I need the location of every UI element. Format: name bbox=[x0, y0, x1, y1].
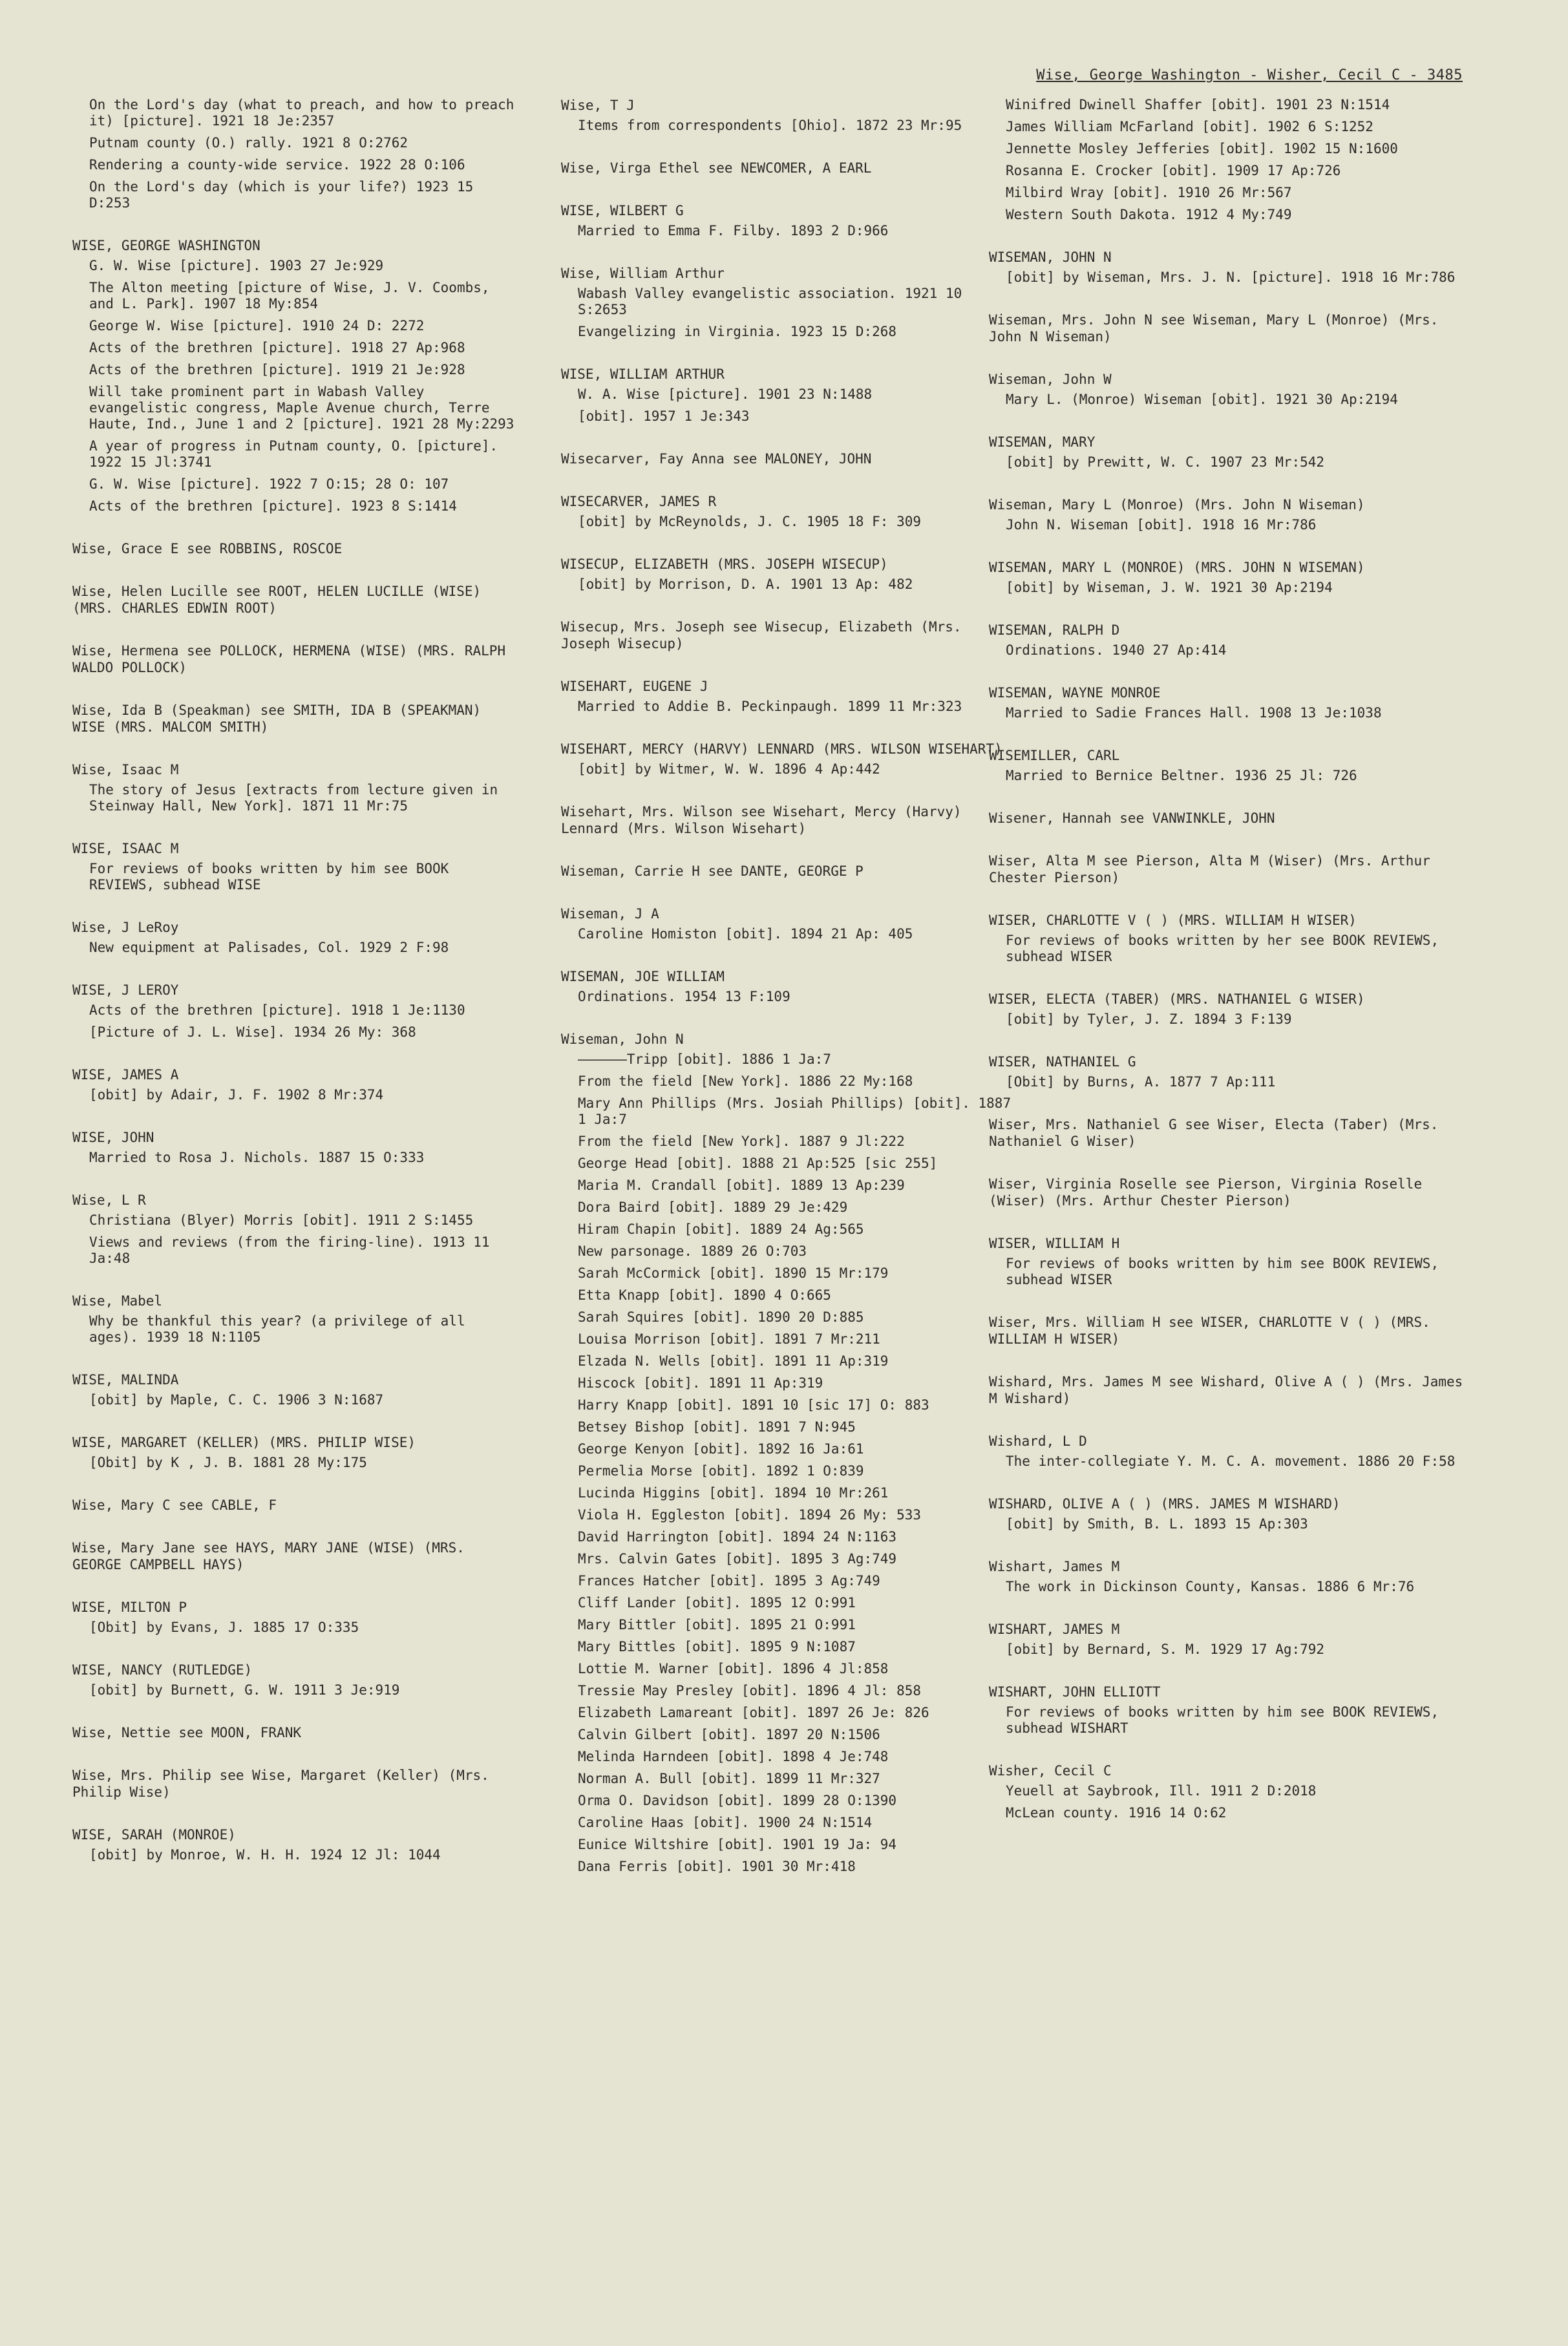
entry-heading: WISECUP, ELIZABETH (MRS. JOSEPH WISECUP) bbox=[561, 556, 888, 572]
citation-item: Melinda Harndeen [obit]. 1898 4 Je:748 bbox=[578, 1749, 889, 1764]
index-entry bbox=[72, 1192, 518, 1267]
citation-item: Evangelizing in Virginia. 1923 15 D:268 bbox=[578, 324, 897, 339]
citation-item: Married to Rosa J. Nichols. 1887 15 O:333 bbox=[89, 1150, 425, 1165]
citation-item: [obit] by Smith, B. L. 1893 15 Ap:303 bbox=[1006, 1516, 1308, 1532]
entry-heading: WISEHART, MERCY (HARVY) LENNARD (MRS. WILSON WISEHART) bbox=[561, 741, 1002, 757]
citation-item: Betsey Bishop [obit]. 1891 7 N:945 bbox=[578, 1419, 856, 1435]
entry-heading: WISEMAN, MARY L (MONROE) (MRS. JOHN N WISEMAN) bbox=[989, 560, 1365, 575]
entry-heading: Wisecup, Mrs. Joseph see Wisecup, Elizabeth (Mrs. Joseph Wisecup) bbox=[561, 619, 962, 651]
index-entry bbox=[72, 1724, 518, 1741]
citation-item: Mary Bittler [obit]. 1895 21 O:991 bbox=[578, 1617, 856, 1633]
entry-heading: WISHART, JAMES M bbox=[989, 1622, 1120, 1637]
citation-item: Lottie M. Warner [obit]. 1896 4 Jl:858 bbox=[578, 1661, 889, 1676]
entry-heading: Wise, Mabel bbox=[72, 1293, 163, 1309]
citation-item: Dana Ferris [obit]. 1901 30 Mr:418 bbox=[578, 1859, 856, 1874]
index-entry bbox=[561, 618, 1013, 652]
index-entry bbox=[72, 540, 518, 557]
index-entry bbox=[989, 1235, 1467, 1288]
citation-item: [Obit] by Evans, J. 1885 17 O:335 bbox=[89, 1620, 359, 1635]
citation-item: Calvin Gilbert [obit]. 1897 20 N:1506 bbox=[578, 1727, 880, 1742]
citation-item: Norman A. Bull [obit]. 1899 11 Mr:327 bbox=[578, 1771, 880, 1786]
entry-heading: WISE, MILTON P bbox=[72, 1600, 187, 1615]
index-entry bbox=[989, 622, 1467, 659]
citation-item: Hiscock [obit]. 1891 11 Ap:319 bbox=[578, 1375, 823, 1391]
index-entry bbox=[561, 678, 1013, 715]
citation-item: George W. Wise [picture]. 1910 24 D: 2272 bbox=[89, 318, 425, 333]
index-entry bbox=[989, 747, 1467, 784]
index-entry bbox=[989, 1558, 1467, 1595]
citation-item: [Obit] by Burns, A. 1877 7 Ap:111 bbox=[1006, 1074, 1276, 1090]
citation-item: Items from correspondents [Ohio]. 1872 23 Mr:95 bbox=[578, 118, 962, 133]
entry-heading: WISER, WILLIAM H bbox=[989, 1236, 1120, 1251]
entry-heading: Wiser, Alta M see Pierson, Alta M (Wiser) (Mrs. Arthur Chester Pierson) bbox=[989, 853, 1430, 885]
citation-item: Married to Emma F. Filby. 1893 2 D:966 bbox=[578, 223, 889, 238]
citation-item: James William McFarland [obit]. 1902 6 S:1252 bbox=[1006, 119, 1373, 134]
citation-item: Winifred Dwinell Shaffer [obit]. 1901 23 N:1514 bbox=[1006, 97, 1390, 112]
citation-item: Etta Knapp [obit]. 1890 4 O:665 bbox=[578, 1287, 831, 1303]
citation-item: Louisa Morrison [obit]. 1891 7 Mr:211 bbox=[578, 1331, 880, 1347]
citation-item: For reviews of books written by him see BOOK REVIEWS, subhead WISHART bbox=[1006, 1704, 1439, 1736]
index-entry bbox=[72, 1371, 518, 1408]
entry-heading: Wise, L R bbox=[72, 1192, 146, 1208]
citation-item: Frances Hatcher [obit]. 1895 3 Ag:749 bbox=[578, 1573, 880, 1589]
index-entry bbox=[72, 1497, 518, 1514]
citation-item: The inter-collegiate Y. M. C. A. movement. 1886 20 F:58 bbox=[1006, 1453, 1456, 1469]
index-entry bbox=[989, 684, 1467, 721]
citation-item: Will take prominent part in Wabash Valley evangelistic congress, Maple Avenue church, Terre Haute, Ind., June 1 and 2 [picture]. 1921 28 My:2293 bbox=[89, 384, 514, 432]
entry-heading: Wiseman, Mary L (Monroe) (Mrs. John N Wiseman) bbox=[989, 497, 1365, 513]
entry-heading: WISHART, JOHN ELLIOTT bbox=[989, 1684, 1161, 1700]
entry-heading: WISE, JOHN bbox=[72, 1130, 154, 1145]
entry-heading: Wise, J LeRoy bbox=[72, 920, 179, 935]
citation-item: Eunice Wiltshire [obit]. 1901 19 Ja: 94 bbox=[578, 1837, 897, 1852]
citation-item: George Kenyon [obit]. 1892 16 Ja:61 bbox=[578, 1441, 864, 1457]
citation-item: Mrs. Calvin Gates [obit]. 1895 3 Ag:749 bbox=[578, 1551, 897, 1567]
entry-heading: Wiser, Mrs. William H see WISER, CHARLOTTE V ( ) (MRS. WILLIAM H WISER) bbox=[989, 1315, 1430, 1347]
citation-item: G. W. Wise [picture]. 1903 27 Je:929 bbox=[89, 258, 384, 273]
entry-heading: WISE, J LEROY bbox=[72, 982, 179, 998]
entry-heading: WISEMAN, MARY bbox=[989, 434, 1096, 450]
citation-item: [obit] by Prewitt, W. C. 1907 23 Mr:542 bbox=[1006, 454, 1325, 470]
index-entry bbox=[72, 1767, 518, 1801]
index-entry bbox=[561, 97, 1013, 134]
citation-item: [obit] by Wiseman, Mrs. J. N. [picture]. 1918 16 Mr:786 bbox=[1006, 269, 1456, 285]
index-entry bbox=[561, 905, 1013, 942]
citation-item: Acts of the brethren [picture]. 1918 1 Je:1130 bbox=[89, 1002, 465, 1018]
index-entry bbox=[989, 852, 1467, 886]
citation-item: [obit] by Morrison, D. A. 1901 13 Ap: 482 bbox=[578, 576, 913, 592]
index-entry bbox=[72, 982, 518, 1041]
index-entry bbox=[561, 202, 1013, 239]
citation-item: Christiana (Blyer) Morris [obit]. 1911 2 S:1455 bbox=[89, 1212, 474, 1228]
entry-heading: Wisecarver, Fay Anna see MALONEY, JOHN bbox=[561, 451, 872, 467]
entry-heading: WISEMILLER, CARL bbox=[989, 748, 1120, 763]
entry-heading: WISE, MALINDA bbox=[72, 1372, 179, 1388]
entry-heading: Wise, Hermena see POLLOCK, HERMENA (WISE) (MRS. RALPH WALDO POLLOCK) bbox=[72, 643, 506, 675]
entry-heading: Wise, William Arthur bbox=[561, 266, 725, 281]
entry-heading: Wise, T J bbox=[561, 98, 635, 113]
citation-item: For reviews of books written by him see BOOK REVIEWS, subhead WISER bbox=[1006, 1256, 1439, 1287]
entry-heading: Wiseman, J A bbox=[561, 906, 659, 922]
entry-heading: Wise, Mary C see CABLE, F bbox=[72, 1497, 277, 1513]
index-entry bbox=[989, 249, 1467, 286]
index-entry bbox=[72, 237, 518, 514]
index-entry bbox=[72, 1434, 518, 1471]
entry-heading: WISE, SARAH (MONROE) bbox=[72, 1827, 236, 1843]
index-entry bbox=[989, 1762, 1467, 1821]
index-entry bbox=[72, 97, 518, 211]
citation-item: [obit] by Maple, C. C. 1906 3 N:1687 bbox=[89, 1392, 384, 1408]
citation-item: For reviews of books written by him see BOOK REVIEWS, subhead WISE bbox=[89, 861, 449, 893]
entry-heading: WISE, WILBERT G bbox=[561, 203, 684, 218]
entry-heading: Wise, Mary Jane see HAYS, MARY JANE (WISE) (MRS. GEORGE CAMPBELL HAYS) bbox=[72, 1540, 465, 1572]
index-entry bbox=[989, 496, 1467, 533]
citation-item: Caroline Homiston [obit]. 1894 21 Ap: 405 bbox=[578, 926, 913, 942]
citation-item: Permelia Morse [obit]. 1892 1 O:839 bbox=[578, 1463, 864, 1479]
citation-item: Lucinda Higgins [obit]. 1894 10 Mr:261 bbox=[578, 1485, 889, 1501]
entry-heading: WISER, ELECTA (TABER) (MRS. NATHANIEL G WISER) bbox=[989, 991, 1365, 1007]
index-column-1 bbox=[72, 97, 518, 1889]
index-entry bbox=[989, 559, 1467, 596]
citation-item: Acts of the brethren [picture]. 1923 8 S:1414 bbox=[89, 498, 457, 514]
index-entry bbox=[72, 1599, 518, 1636]
index-entry bbox=[72, 840, 518, 893]
citation-item: [obit] by Burnett, G. W. 1911 3 Je:919 bbox=[89, 1682, 400, 1698]
entry-heading: Wiseman, Mrs. John N see Wiseman, Mary L (Monroe) (Mrs. John N Wiseman) bbox=[989, 312, 1439, 344]
citation-item: A year of progress in Putnam county, O. [picture]. 1922 15 Jl:3741 bbox=[89, 438, 498, 470]
citation-item: Jennette Mosley Jefferies [obit]. 1902 15 N:1600 bbox=[1006, 141, 1398, 156]
index-entry bbox=[72, 583, 518, 617]
citation-item: Wabash Valley evangelistic association. 1921 10 S:2653 bbox=[578, 286, 962, 317]
citation-item: Sarah Squires [obit]. 1890 20 D:885 bbox=[578, 1309, 864, 1325]
entry-heading: Wise, Ida B (Speakman) see SMITH, IDA B (SPEAKMAN) WISE (MRS. MALCOM SMITH) bbox=[72, 703, 482, 735]
index-entry bbox=[72, 1662, 518, 1698]
entry-heading: WISHARD, OLIVE A ( ) (MRS. JAMES M WISHARD) bbox=[989, 1496, 1340, 1512]
citation-item: Acts of the brethren [picture]. 1918 27 Ap:968 bbox=[89, 340, 465, 355]
citation-item: Viola H. Eggleston [obit]. 1894 26 My: 533 bbox=[578, 1507, 922, 1523]
index-entry bbox=[72, 1826, 518, 1863]
citation-item: The story of Jesus [extracts from lecture given in Steinway Hall, New York]. 1871 11 Mr:75 bbox=[89, 782, 498, 814]
index-entry bbox=[989, 1176, 1467, 1209]
index-entry bbox=[561, 160, 1013, 176]
entry-heading: Wisener, Hannah see VANWINKLE, JOHN bbox=[989, 810, 1275, 826]
entry-heading: WISEHART, EUGENE J bbox=[561, 679, 708, 694]
index-entry bbox=[561, 968, 1013, 1005]
citation-item: Caroline Haas [obit]. 1900 24 N:1514 bbox=[578, 1815, 873, 1830]
entry-heading: Wiseman, Carrie H see DANTE, GEORGE P bbox=[561, 863, 863, 879]
citation-item: Ordinations. 1940 27 Ap:414 bbox=[1006, 642, 1227, 658]
entry-heading: Wiser, Mrs. Nathaniel G see Wiser, Electa (Taber) (Mrs. Nathaniel G Wiser) bbox=[989, 1117, 1439, 1149]
citation-item: G. W. Wise [picture]. 1922 7 O:15; 28 O: 107 bbox=[89, 476, 449, 492]
entry-heading: Wisher, Cecil C bbox=[989, 1763, 1112, 1779]
index-entry bbox=[989, 434, 1467, 470]
entry-heading: Wishard, Mrs. James M see Wishard, Olive A ( ) (Mrs. James M Wishard) bbox=[989, 1374, 1463, 1406]
citation-item: Maria M. Crandall [obit]. 1889 13 Ap:239 bbox=[578, 1178, 905, 1193]
citation-item: New equipment at Palisades, Col. 1929 2 F:98 bbox=[89, 940, 449, 955]
index-entry bbox=[989, 1116, 1467, 1150]
citation-item: [obit] by Tyler, J. Z. 1894 3 F:139 bbox=[1006, 1011, 1292, 1027]
citation-item: [obit]. 1957 1 Je:343 bbox=[578, 408, 750, 424]
citation-item: Mary Ann Phillips (Mrs. Josiah Phillips) [obit]. 1887 1 Ja:7 bbox=[578, 1095, 1012, 1127]
index-entry bbox=[989, 1373, 1467, 1407]
entry-heading: Wise, Helen Lucille see ROOT, HELEN LUCILLE (WISE) (MRS. CHARLES EDWIN ROOT) bbox=[72, 584, 482, 616]
citation-item: Mary L. (Monroe) Wiseman [obit]. 1921 30 Ap:2194 bbox=[1006, 392, 1398, 407]
index-entry bbox=[72, 1066, 518, 1103]
index-entry bbox=[561, 366, 1013, 425]
entry-heading: Wishart, James M bbox=[989, 1559, 1120, 1574]
index-entry bbox=[72, 642, 518, 676]
entry-heading: WISE, ISAAC M bbox=[72, 841, 179, 856]
citation-item: David Harrington [obit]. 1894 24 N:1163 bbox=[578, 1529, 897, 1545]
citation-item: Orma O. Davidson [obit]. 1899 28 O:1390 bbox=[578, 1793, 897, 1808]
entry-heading: Wiseman, John W bbox=[989, 372, 1112, 387]
citation-item: Married to Bernice Beltner. 1936 25 Jl: 726 bbox=[1006, 768, 1357, 783]
index-entry bbox=[561, 265, 1013, 340]
citation-item: [obit] by Wiseman, J. W. 1921 30 Ap:2194 bbox=[1006, 580, 1333, 595]
page-header: Wise, George Washington - Wisher, Cecil C - 3485 bbox=[1036, 67, 1463, 83]
citation-item: Western South Dakota. 1912 4 My:749 bbox=[1006, 207, 1292, 222]
citation-item: The Alton meeting [picture of Wise, J. V. Coombs, and L. Park]. 1907 18 My:854 bbox=[89, 280, 490, 312]
citation-item: From the field [New York]. 1887 9 Jl:222 bbox=[578, 1134, 905, 1149]
citation-item: On the Lord's day (what to preach, and how to preach it) [picture]. 1921 18 Je:2357 bbox=[89, 97, 514, 129]
index-entry bbox=[989, 97, 1467, 223]
citation-item: Ordinations. 1954 13 F:109 bbox=[578, 989, 790, 1004]
index-entry bbox=[989, 810, 1467, 827]
index-entry bbox=[989, 1621, 1467, 1658]
citation-item: Acts of the brethren [picture]. 1919 21 Je:928 bbox=[89, 362, 465, 377]
citation-item: From the field [New York]. 1886 22 My:168 bbox=[578, 1073, 913, 1089]
entry-heading: WISE, NANCY (RUTLEDGE) bbox=[72, 1662, 253, 1678]
citation-item: Married to Addie B. Peckinpaugh. 1899 11 Mr:323 bbox=[578, 699, 962, 714]
index-entry bbox=[989, 912, 1467, 965]
citation-item: Tressie May Presley [obit]. 1896 4 Jl: 858 bbox=[578, 1683, 922, 1698]
entry-heading: Wise, Virga Ethel see NEWCOMER, A EARL bbox=[561, 160, 872, 176]
index-column-3 bbox=[989, 97, 1467, 1847]
citation-item: For reviews of books written by her see BOOK REVIEWS, subhead WISER bbox=[1006, 933, 1439, 964]
index-entry bbox=[561, 450, 1013, 467]
citation-item: George Head [obit]. 1888 21 Ap:525 [sic 255] bbox=[578, 1156, 938, 1171]
citation-item: [Obit] by K , J. B. 1881 28 My:175 bbox=[89, 1455, 367, 1470]
citation-item: [obit] by McReynolds, J. C. 1905 18 F: 309 bbox=[578, 514, 922, 529]
index-entry bbox=[561, 556, 1013, 593]
citation-item: Sarah McCormick [obit]. 1890 15 Mr:179 bbox=[578, 1265, 889, 1281]
index-entry bbox=[561, 741, 1013, 777]
index-entry bbox=[989, 991, 1467, 1028]
index-entry bbox=[561, 803, 1013, 837]
entry-heading: WISE, MARGARET (KELLER) (MRS. PHILIP WISE) bbox=[72, 1435, 416, 1450]
index-entry bbox=[989, 312, 1467, 345]
citation-item: Married to Sadie Frances Hall. 1908 13 Je:1038 bbox=[1006, 705, 1382, 721]
entry-heading: Wise, Isaac M bbox=[72, 762, 179, 777]
citation-item: Views and reviews (from the firing-line). 1913 11 Ja:48 bbox=[89, 1234, 490, 1266]
citation-item: Elizabeth Lamareant [obit]. 1897 26 Je: 826 bbox=[578, 1705, 929, 1720]
entry-heading: Wiseman, John N bbox=[561, 1031, 684, 1047]
entry-heading: WISECARVER, JAMES R bbox=[561, 494, 717, 509]
entry-heading: WISEMAN, JOE WILLIAM bbox=[561, 969, 725, 984]
citation-item: New parsonage. 1889 26 O:703 bbox=[578, 1243, 807, 1259]
citation-item: McLean county. 1916 14 O:62 bbox=[1006, 1805, 1227, 1821]
citation-item: Why be thankful this year? (a privilege of all ages). 1939 18 N:1105 bbox=[89, 1313, 465, 1345]
index-entry bbox=[561, 1031, 1013, 1875]
index-entry bbox=[989, 1314, 1467, 1347]
citation-item: Cliff Lander [obit]. 1895 12 O:991 bbox=[578, 1595, 856, 1611]
index-entry bbox=[72, 761, 518, 814]
entry-heading: WISER, NATHANIEL G bbox=[989, 1054, 1136, 1070]
citation-item: W. A. Wise [picture]. 1901 23 N:1488 bbox=[578, 386, 873, 402]
citation-item: Rendering a county-wide service. 1922 28 O:106 bbox=[89, 157, 465, 173]
entry-heading: Wiser, Virginia Roselle see Pierson, Virginia Roselle (Wiser) (Mrs. Arthur Chester Pierson) bbox=[989, 1176, 1423, 1209]
citation-item: [Picture of J. L. Wise]. 1934 26 My: 368 bbox=[89, 1024, 416, 1040]
entry-heading: Wise, Nettie see MOON, FRANK bbox=[72, 1725, 302, 1740]
entry-heading: WISE, GEORGE WASHINGTON bbox=[72, 238, 260, 253]
entry-heading: WISEMAN, WAYNE MONROE bbox=[989, 685, 1161, 701]
citation-item: The work in Dickinson County, Kansas. 1886 6 Mr:76 bbox=[1006, 1579, 1415, 1594]
citation-item: On the Lord's day (which is your life?) 1923 15 D:253 bbox=[89, 179, 474, 211]
citation-item: Dora Baird [obit]. 1889 29 Je:429 bbox=[578, 1199, 848, 1215]
index-entry bbox=[72, 1293, 518, 1346]
index-entry bbox=[72, 1539, 518, 1573]
citation-item: [obit] by Bernard, S. M. 1929 17 Ag:792 bbox=[1006, 1642, 1325, 1657]
entry-heading: WISE, JAMES A bbox=[72, 1067, 179, 1083]
index-column-2 bbox=[561, 97, 1013, 1901]
citation-item: Putnam county (O.) rally. 1921 8 O:2762 bbox=[89, 135, 408, 151]
citation-item: Yeuell at Saybrook, Ill. 1911 2 D:2018 bbox=[1006, 1783, 1317, 1799]
entry-heading: WISER, CHARLOTTE V ( ) (MRS. WILLIAM H WISER) bbox=[989, 913, 1357, 928]
entry-heading: Wise, Mrs. Philip see Wise, Margaret (Keller) (Mrs. Philip Wise) bbox=[72, 1768, 489, 1800]
citation-item: Milbird Wray [obit]. 1910 26 Mr:567 bbox=[1006, 185, 1292, 200]
citation-item: ——————Tripp [obit]. 1886 1 Ja:7 bbox=[578, 1051, 831, 1067]
index-entry bbox=[561, 863, 1013, 880]
entry-heading: WISE, WILLIAM ARTHUR bbox=[561, 366, 725, 382]
entry-heading: Wisehart, Mrs. Wilson see Wisehart, Mercy (Harvy) Lennard (Mrs. Wilson Wisehart) bbox=[561, 804, 962, 836]
citation-item: [obit] by Witmer, W. W. 1896 4 Ap:442 bbox=[578, 761, 880, 777]
index-entry bbox=[989, 1684, 1467, 1737]
citation-item: Rosanna E. Crocker [obit]. 1909 17 Ap:726 bbox=[1006, 163, 1341, 178]
citation-item: John N. Wiseman [obit]. 1918 16 Mr:786 bbox=[1006, 517, 1317, 533]
index-entry bbox=[989, 371, 1467, 408]
entry-heading: Wishard, L D bbox=[989, 1433, 1087, 1449]
citation-item: Harry Knapp [obit]. 1891 10 [sic 17] O: 883 bbox=[578, 1397, 929, 1413]
citation-item: [obit] by Adair, J. F. 1902 8 Mr:374 bbox=[89, 1087, 384, 1103]
index-entry bbox=[989, 1053, 1467, 1090]
index-entry bbox=[561, 493, 1013, 530]
citation-item: [obit] by Monroe, W. H. H. 1924 12 Jl: 1044 bbox=[89, 1847, 441, 1863]
citation-item: Elzada N. Wells [obit]. 1891 11 Ap:319 bbox=[578, 1353, 889, 1369]
entry-heading: WISEMAN, RALPH D bbox=[989, 622, 1120, 638]
index-entry bbox=[989, 1495, 1467, 1532]
entry-heading: Wise, Grace E see ROBBINS, ROSCOE bbox=[72, 541, 343, 556]
entry-heading: WISEMAN, JOHN N bbox=[989, 249, 1112, 265]
index-entry bbox=[989, 1433, 1467, 1470]
index-entry bbox=[72, 702, 518, 735]
index-entry bbox=[72, 919, 518, 956]
citation-item: Mary Bittles [obit]. 1895 9 N:1087 bbox=[578, 1639, 856, 1654]
index-entry bbox=[72, 1129, 518, 1166]
citation-item: Hiram Chapin [obit]. 1889 24 Ag:565 bbox=[578, 1221, 864, 1237]
